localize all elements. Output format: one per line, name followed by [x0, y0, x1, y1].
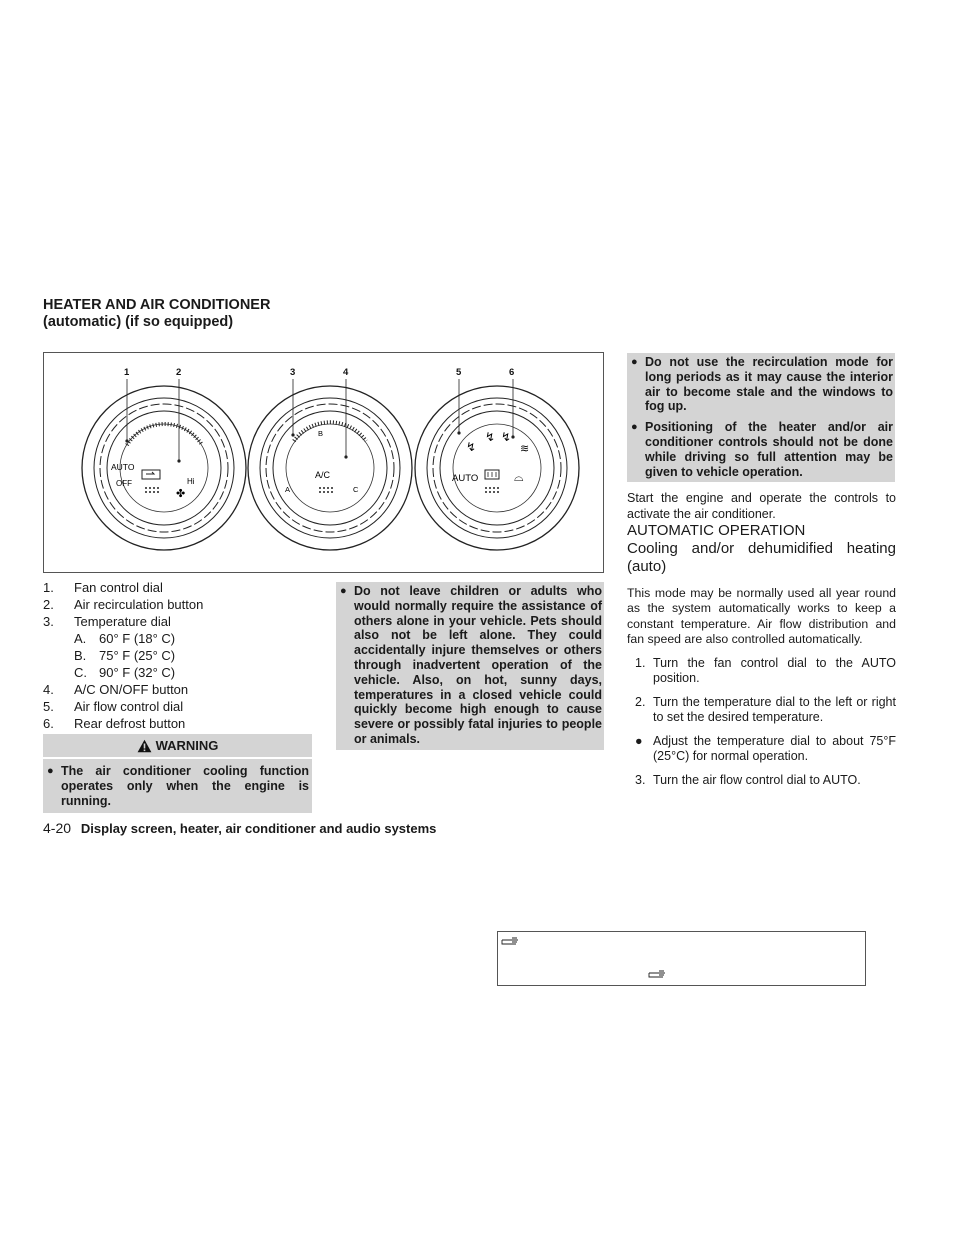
warning-box	[43, 734, 312, 813]
callout-1: 1	[124, 367, 130, 378]
vent-mode-icon: ↯	[466, 440, 477, 454]
warning-triangle-icon	[137, 739, 152, 753]
callout-6: 6	[509, 367, 515, 378]
driving-caution-text: Positioning of the heater and/or air conditioner controls should not be done while driving so full attention may be given to vehicle operation.	[645, 420, 893, 479]
fan-icon: ✤	[176, 488, 186, 500]
foot-mode-icon: ↯	[501, 430, 512, 444]
indicator-dots	[485, 487, 499, 493]
warning-title: WARNING	[155, 738, 219, 753]
warning-body	[43, 759, 312, 813]
indicator-dots	[145, 487, 159, 493]
pointing-hand-icon	[501, 935, 519, 946]
intro-text: Start the engine and operate the controls to activate the air conditioner.	[627, 491, 896, 521]
legend-sub-item: A. 60° F (18° C)	[74, 631, 176, 646]
section-title: Display screen, heater, air conditioner and audio systems	[80, 821, 437, 836]
pointing-hand-icon	[648, 968, 666, 979]
recirculation-caution-text: Do not use the recirculation mode for long periods as it may cause the interior air to become stale and the windows to fog up.	[645, 355, 893, 414]
airflow-auto-label: AUTO	[452, 473, 479, 484]
control-dials-illustration	[44, 353, 603, 572]
fan-hi-label: Hi	[187, 477, 195, 486]
legend-item: 5. Air flow control dial	[43, 699, 184, 714]
warning-header	[43, 734, 312, 757]
temp-c-label: C	[353, 485, 359, 494]
automatic-operation-heading: AUTOMATIC OPERATION	[627, 522, 806, 539]
indicator-dots	[319, 487, 333, 493]
bi-level-mode-icon: ↯	[485, 430, 496, 444]
rear-defrost-icon[interactable]	[485, 470, 499, 479]
recirculation-icon[interactable]	[142, 470, 160, 479]
bullet-icon: ●	[631, 356, 638, 368]
temp-a-label: A	[285, 485, 291, 494]
fan-off-label: OFF	[116, 479, 132, 488]
heading-line-2: (automatic) (if so equipped)	[43, 314, 234, 330]
legend-item: 4. A/C ON/OFF button	[43, 682, 189, 697]
legend-item: 2. Air recirculation button	[43, 597, 204, 612]
children-caution-box	[336, 582, 604, 750]
legend-sub-item: B. 75° F (25° C)	[74, 648, 176, 663]
legend-item: 1. Fan control dial	[43, 580, 163, 595]
fan-auto-label: AUTO	[111, 462, 135, 472]
bullet-icon: ●	[631, 421, 638, 434]
legend-item: 3. Temperature dial	[43, 614, 171, 629]
front-defrost-icon: ⌓	[514, 470, 524, 484]
mode-description: This mode may be normally used all year round as the system automatically works to keep a constant temperature. Air flow distribution and fan speed are also controlled automatically.	[627, 586, 896, 647]
callout-5: 5	[456, 367, 462, 378]
bullet-icon: ●	[340, 585, 347, 597]
ac-button-label[interactable]: A/C	[315, 470, 331, 480]
cooling-heading: Cooling and/or dehumidified heating (auto)	[627, 540, 896, 575]
bullet-icon: ●	[47, 765, 54, 777]
air-flow-control-dial[interactable]	[415, 386, 579, 550]
legend-sub-item: C. 90° F (32° C)	[74, 665, 176, 680]
defrost-foot-icon: ≋	[520, 443, 530, 455]
children-caution-text: Do not leave children or adults who would normally require the assistance of others alone in your vehicle. Pets should also not be left alone. They could accidentally injure themselves or others through inadvertent operation of the vehicle. Also, on hot, sunny days, temperatures in a closed vehicle could quickly become high enough to cause severe or possibly fatal injuries to people or animals.	[354, 584, 602, 746]
legend-item: 6. Rear defrost button	[43, 716, 186, 731]
page-number: 4-20	[43, 820, 72, 836]
callout-4: 4	[343, 367, 349, 378]
list-item: 2. Turn the temperature dial to the left or right to set the desired temperature.	[635, 694, 896, 725]
list-item: ● Adjust the temperature dial to about 75°F (25°C) for normal operation.	[635, 733, 896, 764]
figure-legend	[43, 579, 318, 732]
heading-line-1: HEATER AND AIR CONDITIONER	[43, 297, 271, 313]
operation-caution-box	[627, 353, 895, 482]
reference-note-box	[497, 931, 866, 986]
callout-2: 2	[176, 367, 182, 378]
page-footer	[43, 820, 436, 837]
callout-3: 3	[290, 367, 296, 378]
list-item: 3. Turn the air flow control dial to AUTO.	[635, 772, 861, 787]
automatic-operation-section	[627, 491, 896, 796]
fan-control-dial[interactable]	[82, 386, 246, 550]
temp-b-label: B	[318, 429, 324, 438]
step-list	[627, 656, 896, 789]
warning-text: The air conditioner cooling function operates only when the engine is running.	[61, 764, 309, 808]
list-item: 1. Turn the fan control dial to the AUTO position.	[635, 655, 896, 686]
section-heading	[43, 297, 270, 331]
control-panel-figure	[43, 352, 604, 573]
temperature-dial[interactable]	[248, 386, 412, 550]
